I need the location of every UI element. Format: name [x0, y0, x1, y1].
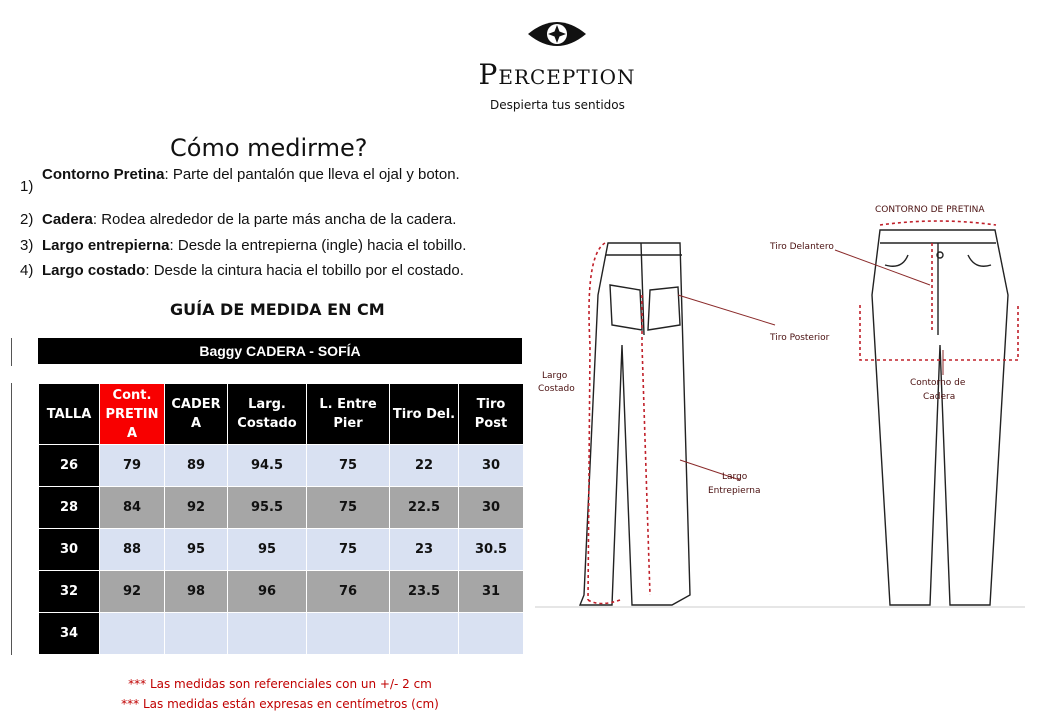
table-cell: 75 — [307, 529, 390, 571]
table-cell — [100, 613, 165, 655]
size-guide-title: GUÍA DE MEDIDA EN CM — [170, 300, 385, 319]
brand-tagline: Despierta tus sentidos — [490, 98, 625, 112]
table-cell: 30.5 — [459, 529, 524, 571]
table-cell: 34 — [39, 613, 100, 655]
instruction-number: 1) — [20, 178, 34, 195]
table-cell: 96 — [228, 571, 307, 613]
table-cell: 95 — [228, 529, 307, 571]
label-tiro-posterior: Tiro Posterior — [770, 333, 830, 343]
table-cell: 32 — [39, 571, 100, 613]
divider — [11, 383, 12, 655]
table-cell: 94.5 — [228, 445, 307, 487]
instruction-number: 3) — [20, 237, 34, 254]
header-largo-costado: Larg. Costado — [228, 384, 307, 445]
instruction-term: Largo costado — [42, 262, 146, 279]
table-cell: 28 — [39, 487, 100, 529]
note-units: *** Las medidas están expresas en centímetros (cm) — [121, 697, 439, 711]
table-cell — [390, 613, 459, 655]
header-cadera: CADER A — [165, 384, 228, 445]
instruction-item — [20, 261, 525, 283]
label-contorno-cadera: Contorno de — [910, 378, 966, 388]
table-row — [39, 613, 524, 655]
divider — [11, 338, 12, 366]
table-cell: 92 — [100, 571, 165, 613]
instruction-term: Cadera — [42, 211, 93, 228]
instruction-number: 4) — [20, 262, 34, 279]
table-cell: 89 — [165, 445, 228, 487]
instruction-item — [20, 236, 525, 258]
model-name-bar: Baggy CADERA - SOFÍA — [38, 338, 522, 364]
label-contorno-cadera: Cadera — [923, 392, 956, 402]
table-cell — [165, 613, 228, 655]
header-talla: TALLA — [39, 384, 100, 445]
table-row — [39, 571, 524, 613]
instruction-number: 2) — [20, 211, 34, 228]
table-cell: 75 — [307, 487, 390, 529]
brand-name: Perception — [478, 58, 636, 91]
table-cell: 23.5 — [390, 571, 459, 613]
table-cell — [459, 613, 524, 655]
instruction-desc: : Parte del pantalón que lleva el ojal y boton. — [164, 166, 460, 183]
table-cell: 98 — [165, 571, 228, 613]
header-largo-entrepierna: L. Entre Pier — [307, 384, 390, 445]
table-row — [39, 487, 524, 529]
table-cell: 22.5 — [390, 487, 459, 529]
table-cell: 88 — [100, 529, 165, 571]
size-table — [38, 383, 524, 655]
label-contorno-pretina: CONTORNO DE PRETINA — [875, 205, 985, 215]
table-cell — [228, 613, 307, 655]
label-tiro-delantero: Tiro Delantero — [770, 242, 834, 252]
table-cell: 75 — [307, 445, 390, 487]
how-to-measure-title: Cómo medirme? — [170, 134, 368, 162]
header-cont-pretina: Cont. PRETIN A — [100, 384, 165, 445]
table-row — [39, 529, 524, 571]
instruction-item — [20, 210, 525, 232]
table-cell: 92 — [165, 487, 228, 529]
table-cell: 30 — [39, 529, 100, 571]
table-cell: 23 — [390, 529, 459, 571]
table-row — [39, 445, 524, 487]
instruction-term: Contorno Pretina — [42, 166, 165, 183]
note-reference: *** Las medidas son referenciales con un +/- 2 cm — [128, 677, 432, 691]
jeans-measurement-diagram — [530, 195, 1030, 615]
label-largo-entrepierna: Largo — [722, 472, 748, 482]
instruction-item — [20, 165, 525, 207]
table-cell: 31 — [459, 571, 524, 613]
table-cell: 22 — [390, 445, 459, 487]
label-largo-entrepierna: Entrepierna — [708, 486, 761, 496]
table-cell: 26 — [39, 445, 100, 487]
instruction-desc: : Desde la entrepierna (ingle) hacia el tobillo. — [169, 237, 467, 254]
table-cell: 84 — [100, 487, 165, 529]
label-largo-costado: Costado — [538, 384, 575, 394]
header-tiro-delantero: Tiro Del. — [390, 384, 459, 445]
table-cell: 30 — [459, 487, 524, 529]
table-cell: 95.5 — [228, 487, 307, 529]
instruction-term: Largo entrepierna — [42, 237, 170, 254]
table-cell: 95 — [165, 529, 228, 571]
table-cell: 76 — [307, 571, 390, 613]
header-tiro-posterior: Tiro Post — [459, 384, 524, 445]
table-header-row — [39, 384, 524, 445]
table-cell: 79 — [100, 445, 165, 487]
table-cell: 30 — [459, 445, 524, 487]
instruction-desc: : Desde la cintura hacia el tobillo por el costado. — [145, 262, 464, 279]
instruction-desc: : Rodea alrededor de la parte más ancha de la cadera. — [92, 211, 457, 228]
table-cell — [307, 613, 390, 655]
label-largo-costado: Largo — [542, 371, 568, 381]
